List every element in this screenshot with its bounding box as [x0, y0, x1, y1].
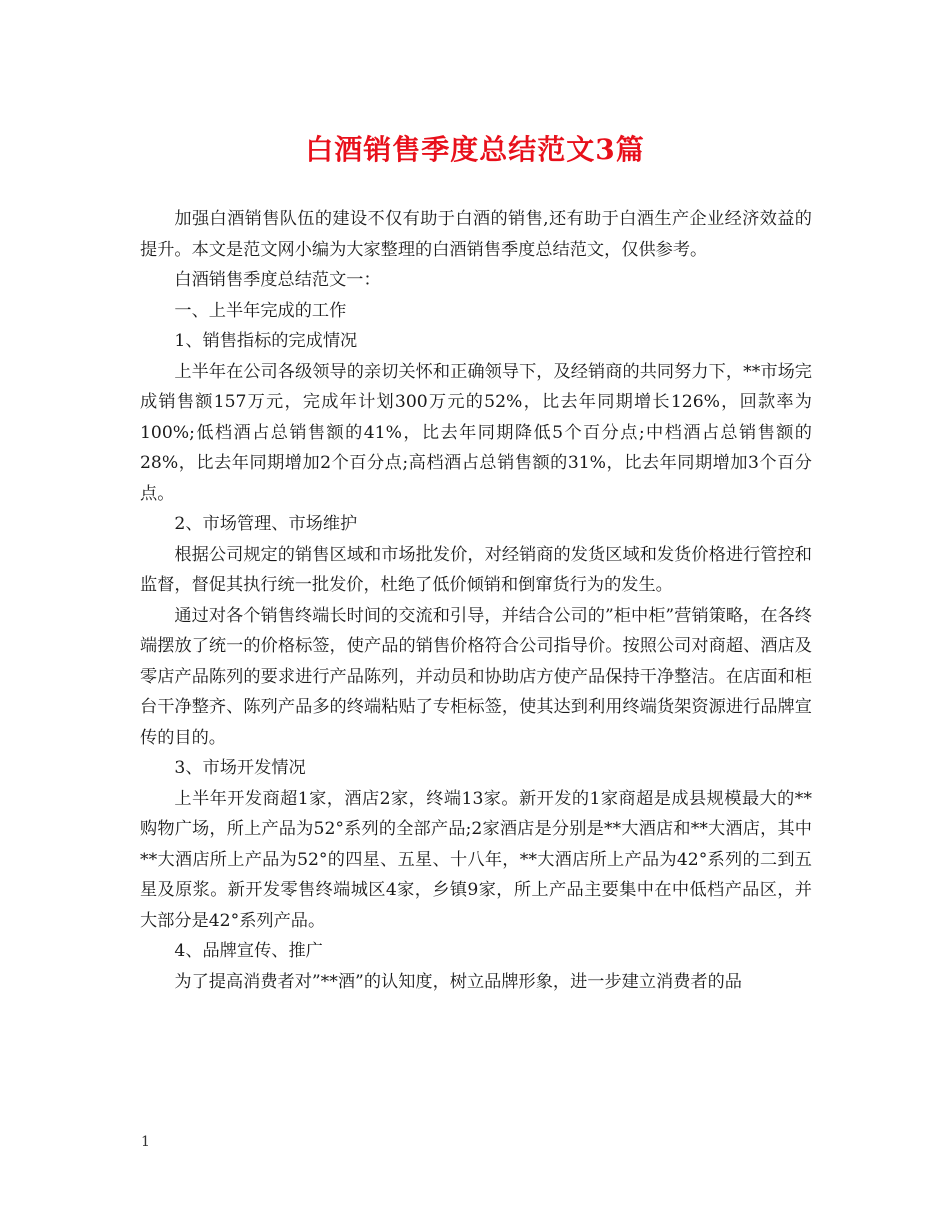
page-number: 1 [141, 1134, 150, 1150]
paragraph: 通过对各个销售终端长时间的交流和引导，并结合公司的”柜中柜”营销策略，在各终端摆放了统一的价格标签，使产品的销售价格符合公司指导价。按照公司对商超、酒店及零店产品陈列的要求进行产品陈列，并动员和协助店方使产品保持干净整洁。在店面和柜台干净整齐、陈列产品多的终端粘贴了专柜标签，使其达到利用终端货架资源进行品牌宣传的目的。 [140, 605, 812, 748]
paragraph: 白酒销售季度总结范文一： [174, 270, 381, 290]
paragraph: 上半年在公司各级领导的亲切关怀和正确领导下，及经销商的共同努力下，**市场完成销售额157万元，完成年计划300万元的52%，比去年同期增长126%，回款率为100%;低档酒占总销售额的41%，比去年同期降低5个百分点;中档酒占总销售额的28%，比去年同期增加2个百分点;高档酒占总销售额的31%，比去年同期增加3个百分点。 [140, 361, 812, 504]
section-heading: 一、上半年完成的工作 [174, 300, 347, 321]
subsection-heading: 3、市场开发情况 [174, 758, 306, 778]
paragraph: 加强白酒销售队伍的建设不仅有助于白酒的销售,还有助于白酒生产企业经济效益的提升。本文是范文网小编为大家整理的白酒销售季度总结范文，仅供参考。 [140, 209, 812, 260]
paragraph: 根据公司规定的销售区域和市场批发价，对经销商的发货区域和发货价格进行管控和监督，督促其执行统一批发价，杜绝了低价倾销和倒窜货行为的发生。 [140, 544, 812, 595]
subsection-heading: 2、市场管理、市场维护 [174, 514, 358, 534]
subsection-heading: 1、销售指标的完成情况 [174, 331, 358, 351]
paragraph: 为了提高消费者对”**酒”的认知度，树立品牌形象，进一步建立消费者的品 [174, 971, 742, 992]
paragraph: 上半年开发商超1家，酒店2家，终端13家。新开发的1家商超是成县规模最大的**购物广场，所上产品为52°系列的全部产品;2家酒店是分别是**大酒店和**大酒店，其中**大酒店所上产品为52°的四星、五星、十八年，**大酒店所上产品为42°系列的二到五星及原浆。新开发零售终端城区4家，乡镇9家，所上产品主要集中在中低档产品区，并大部分是42°系列产品。 [140, 788, 812, 931]
document-body [140, 204, 812, 997]
subsection-heading: 4、品牌宣传、推广 [174, 941, 323, 961]
document-title: 白酒销售季度总结范文3篇 [305, 133, 645, 166]
